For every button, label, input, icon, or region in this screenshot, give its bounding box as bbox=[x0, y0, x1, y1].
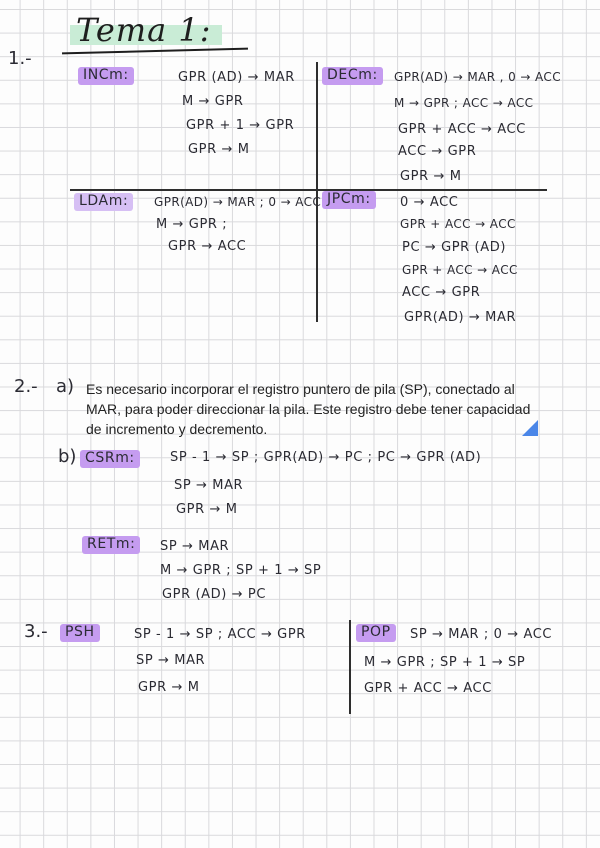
decm-line-4: ACC → GPR bbox=[398, 144, 477, 159]
retm-line-2: M → GPR ; SP + 1 → SP bbox=[160, 563, 322, 578]
q1-horizontal-divider bbox=[70, 189, 547, 191]
csrm-line-2: SP → MAR bbox=[174, 478, 244, 493]
page-title: Tema 1: bbox=[70, 13, 222, 48]
incm-line-4: GPR → M bbox=[188, 142, 250, 157]
pop-line-1: SP → MAR ; 0 → ACC bbox=[410, 627, 553, 642]
psh-line-3: GPR → M bbox=[138, 680, 200, 695]
q2-part-a-label: a) bbox=[56, 376, 75, 397]
psh-line-2: SP → MAR bbox=[136, 653, 206, 668]
psh-line-1: SP - 1 → SP ; ACC → GPR bbox=[134, 627, 306, 642]
incm-label: INCm: bbox=[78, 67, 134, 85]
ldam-line-3: GPR → ACC bbox=[168, 239, 247, 254]
incm-line-3: GPR + 1 → GPR bbox=[186, 118, 295, 133]
csrm-label: CSRm: bbox=[80, 450, 140, 468]
csrm-line-3: GPR → M bbox=[176, 502, 238, 517]
ldam-line-2: M → GPR ; bbox=[156, 217, 228, 232]
jpcm-label: JPCm: bbox=[322, 191, 376, 209]
decm-line-1: GPR(AD) → MAR , 0 → ACC bbox=[394, 70, 561, 84]
jpcm-line-4: GPR + ACC → ACC bbox=[402, 263, 518, 277]
decm-line-5: GPR → M bbox=[400, 169, 462, 184]
jpcm-line-6: GPR(AD) → MAR bbox=[404, 310, 517, 325]
selection-corner-handle[interactable] bbox=[522, 420, 538, 436]
retm-line-1: SP → MAR bbox=[160, 539, 230, 554]
incm-line-2: M → GPR bbox=[182, 94, 244, 109]
question-1-number: 1.- bbox=[8, 48, 32, 69]
q3-vertical-divider bbox=[349, 620, 351, 714]
q2-part-a-text: Es necesario incorporar el registro puntero de pila (SP), conectado al MAR, para poder direccionar la pila. Este registro debe tener capacidad de incremento y decremento. bbox=[86, 381, 531, 437]
decm-line-2: M → GPR ; ACC → ACC bbox=[394, 96, 534, 110]
pop-line-2: M → GPR ; SP + 1 → SP bbox=[364, 655, 526, 670]
jpcm-line-2: GPR + ACC → ACC bbox=[400, 217, 516, 231]
psh-label: PSH bbox=[60, 624, 100, 642]
pop-label: POP bbox=[356, 624, 396, 642]
pop-line-3: GPR + ACC → ACC bbox=[364, 681, 492, 696]
jpcm-line-3: PC → GPR (AD) bbox=[402, 240, 506, 255]
jpcm-line-1: 0 → ACC bbox=[400, 195, 459, 210]
question-2-number: 2.- bbox=[14, 376, 38, 397]
q1-vertical-divider bbox=[316, 62, 318, 322]
retm-label: RETm: bbox=[82, 536, 140, 554]
decm-label: DECm: bbox=[322, 67, 383, 85]
retm-line-3: GPR (AD) → PC bbox=[162, 587, 266, 602]
ldam-label: LDAm: bbox=[74, 193, 133, 211]
incm-line-1: GPR (AD) → MAR bbox=[178, 70, 295, 85]
jpcm-line-5: ACC → GPR bbox=[402, 285, 481, 300]
question-3-number: 3.- bbox=[24, 621, 48, 642]
q2-part-b-label: b) bbox=[58, 446, 77, 467]
ldam-line-1: GPR(AD) → MAR ; 0 → ACC bbox=[154, 195, 322, 209]
csrm-line-1: SP - 1 → SP ; GPR(AD) → PC ; PC → GPR (AD) bbox=[170, 450, 482, 465]
decm-line-3: GPR + ACC → ACC bbox=[398, 122, 526, 137]
